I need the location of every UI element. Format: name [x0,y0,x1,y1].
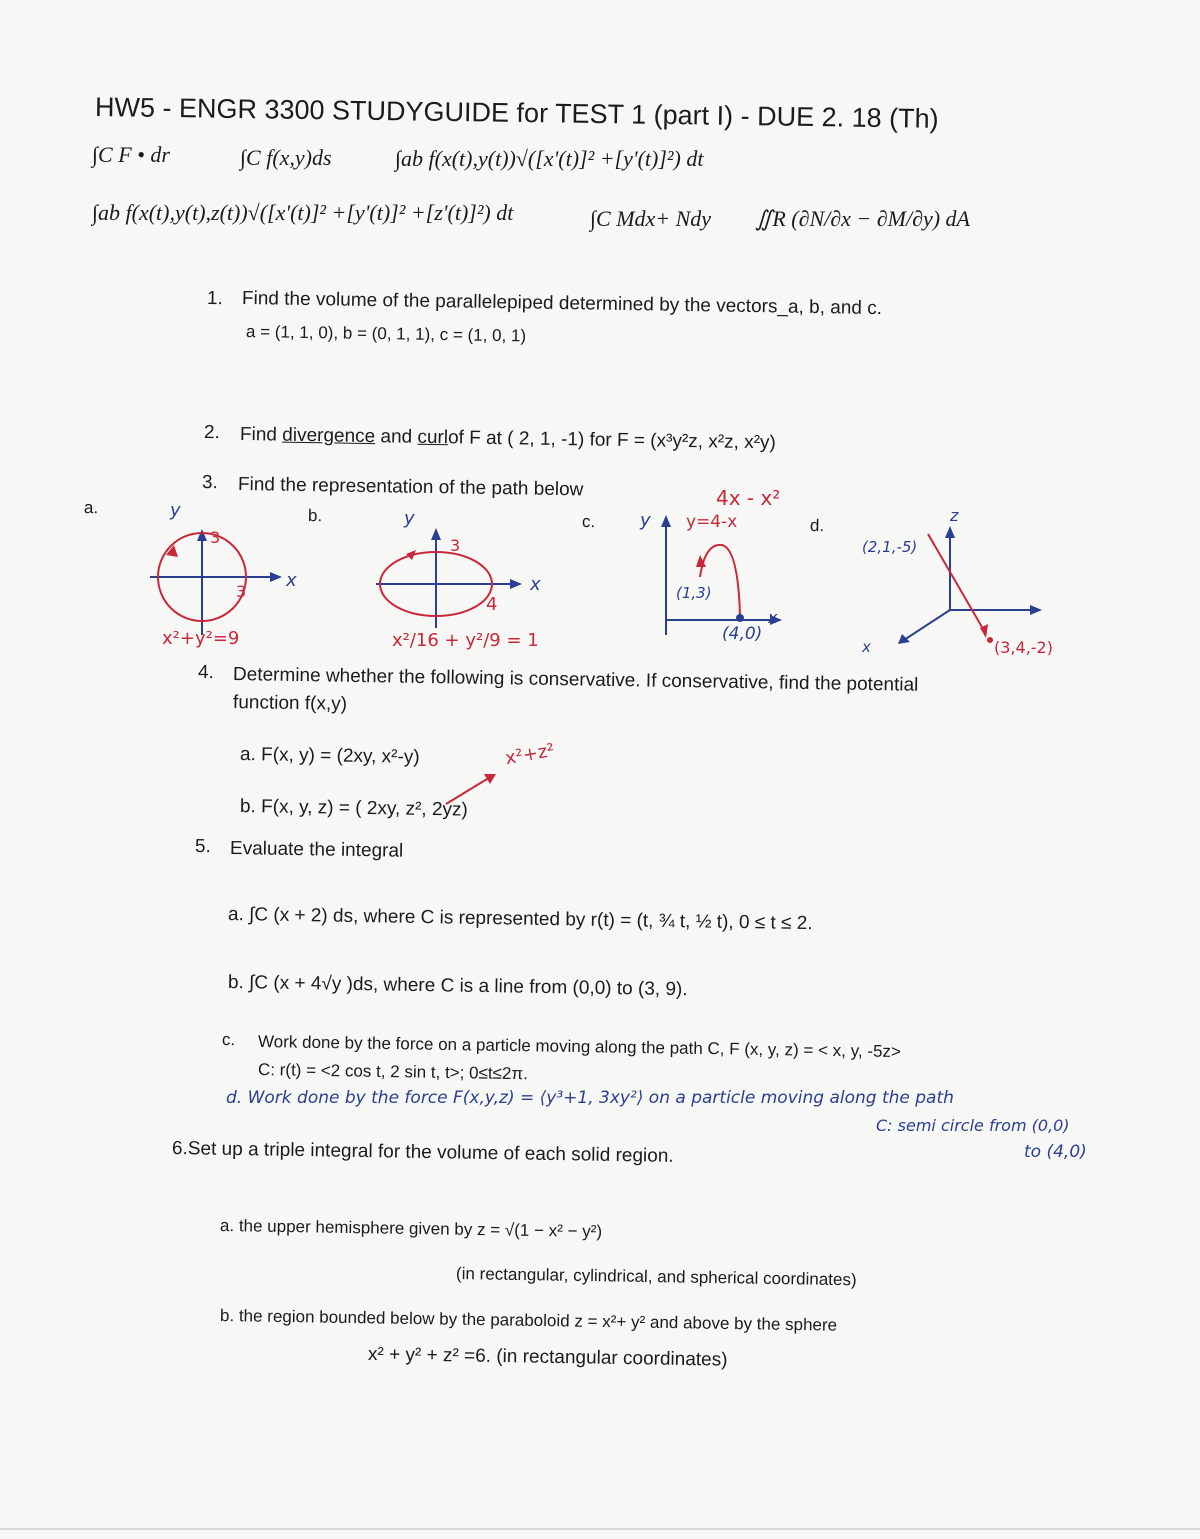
q4-text-line2: function f(x,y) [232,692,348,715]
q2-text [240,424,776,454]
formula-greens-theorem: ∬R (∂N/∂x − ∂M/∂y) dA [755,206,970,231]
q5-part-a: a. ∫C (x + 2) ds, where C is represented by r(t) = (t, ¾ t, ½ t), 0 ≤ t ≤ 2. [227,904,813,935]
q3-label-d: d. [809,516,825,536]
graph-c-line-eq: y=4-x [686,512,738,532]
graph-a-equation: x²+y²=9 [162,628,240,649]
q5-part-d-line3: to (4,0) [1024,1142,1087,1162]
q5-part-d-line1: d. Work done by the force F(x,y,z) = ⟨y³+1, 3xy²⟩ on a particle moving along the path [226,1088,954,1108]
q1-number: 1. [206,288,224,310]
q5-part-c-line1: Work done by the force on a particle moving along the path C, F (x, y, z) = < x, y, -5z> [257,1032,902,1062]
graph-b-four: 4 [486,594,498,615]
q4-part-a: a. F(x, y) = (2xy, x²-y) [239,744,420,768]
graph-d-3d-line [870,510,1060,655]
q3-label-b: b. [307,506,323,526]
page-edge [0,1528,1200,1530]
graph-c-annotation: 4x - x² [716,486,781,510]
q2-pre: Find [239,424,278,446]
graph-b-ellipse [370,518,560,628]
q4-text-line1: Determine whether the following is conservative. If conservative, find the potential [232,664,919,696]
graph-b-x-label: x [530,574,541,595]
q4-part-b: b. F(x, y, z) = ( 2xy, z², 2yz) [239,796,468,821]
graph-d-z-label: z [950,506,959,525]
graph-d-x-label: x [862,638,871,656]
q5-number: 5. [194,836,212,858]
q2-and: and [380,426,413,448]
graph-b-equation: x²/16 + y²/9 = 1 [392,630,539,651]
q5-part-c-label: c. [221,1030,236,1050]
graph-a-three-top: 3 [210,528,221,547]
q6-text: 6.Set up a triple integral for the volume of each solid region. [171,1138,674,1167]
page-title: HW5 - ENGR 3300 STUDYGUIDE for TEST 1 (part I) - DUE 2. 18 (Th) [94,92,939,134]
graph-c-y-label: y [640,510,651,531]
q6-part-b: b. the region bounded below by the paraboloid z = x²+ y² and above by the sphere [219,1306,838,1335]
q4-handwritten-note: x²+z² [503,739,557,770]
q3-label-c: c. [581,512,596,532]
q6-part-a: a. the upper hemisphere given by z = √(1 − x² − y²) [219,1216,603,1242]
graph-b-three: 3 [450,536,461,555]
graph-a-y-label: y [170,500,181,521]
q1-vectors: a = (1, 1, 0), b = (0, 1, 1), c = (1, 0, 1) [245,322,527,346]
q5-part-d-line2: C: semi circle from (0,0) [876,1116,1070,1135]
graph-d-point-start: (2,1,-5) [862,538,918,556]
graph-c-x-label: x [768,608,778,627]
q1-text: Find the volume of the parallelepiped determined by the vectors_a, b, and c. [241,288,883,320]
formula-line-integral-vector: ∫C F • dr [92,142,170,167]
q2-post: of F at ( 2, 1, -1) for F = (x³y²z, x²z, x²y) [447,427,776,454]
graph-c-point-start: (1,3) [676,584,712,602]
q5-text: Evaluate the integral [229,838,404,862]
graph-d-point-end: (3,4,-2) [994,638,1053,657]
q3-label-a: a. [83,498,99,518]
q2-curl: curl [417,426,449,449]
graph-c-point-end: (4,0) [722,624,763,644]
formula-line-integral-scalar: ∫C f(x,y)ds [240,145,332,170]
q5-part-b: b. ∫C (x + 4√y )ds, where C is a line from (0,0) to (3, 9). [227,972,688,1001]
formula-param-2d: ∫ab f(x(t),y(t))√([x'(t)]² +[y'(t)]²) dt [395,146,704,171]
q2-number: 2. [203,422,221,444]
formula-param-3d: ∫ab f(x(t),y(t),z(t))√([x'(t)]² +[y'(t)]² +[z'(t)]²) dt [92,200,514,225]
graph-b-y-label: y [404,508,415,529]
q6-part-a-note: (in rectangular, cylindrical, and spherical coordinates) [455,1264,857,1290]
formula-work-form: ∫C Mdx+ Ndy [590,206,712,231]
q6-part-b-line2: x² + y² + z² =6. (in rectangular coordinates) [367,1344,728,1371]
q3-text: Find the representation of the path below [237,474,584,501]
graph-a-x-label: x [286,570,297,591]
q5-part-c-line2: C: r(t) = <2 cos t, 2 sin t, t>; 0≤t≤2π. [257,1060,529,1084]
q4-number: 4. [197,662,215,684]
q2-divergence: divergence [282,424,376,448]
graph-a-three-right: 3 [236,582,247,601]
q3-number: 3. [201,472,219,494]
